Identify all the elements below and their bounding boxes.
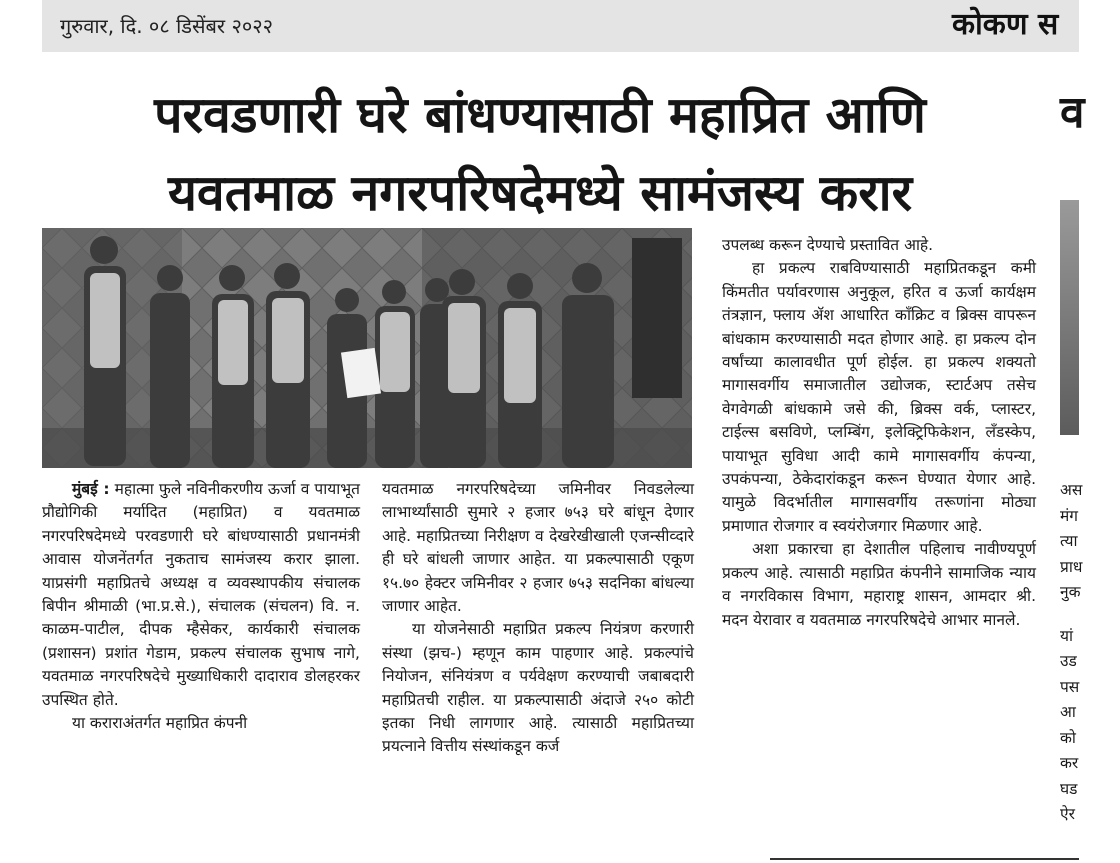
paragraph: या कराराअंतर्गत महाप्रित कंपनी [72,714,248,733]
text-fragment: को [1060,728,1076,747]
paragraph [42,478,360,712]
text-fragment: पस [1060,677,1080,696]
text-fragment: त्या [1060,532,1078,550]
article-column-3 [722,234,1036,632]
paragraph: यवतमाळ नगरपरिषदेच्या जमिनीवर निवडलेल्या लाभार्थ्यांसाठी सुमारे २ हजार ७५३ घरे बांधून देणार आहे. महाप्रितच्या निरीक्षण व देखरेखीखाली एजन्सीव्दारे ही घरे बांधली जाणार आहेत. या प्रकल्पासाठी एकूण १५.७० हेक्टर जमिनीवर २ हजार ७५३ सदनिका बांधल्या जाणार आहेत. [382,480,694,616]
spacer [1060,606,1120,624]
next-article-column-fragment [1060,478,1120,828]
next-article-photo-fragment [1060,200,1079,435]
paragraph-text: महात्मा फुले नविनीकरणीय ऊर्जा व पायाभूत प्रौद्योगिकी मर्यादित (महाप्रित) व यवतमाळ नगरपरिषदेमध्ये परवडणारी घरे बांधण्यासाठी प्रधानमंत्री आवास योजनेंतर्गत नुकताच सामंजस्य करार झाला. याप्रसंगी महाप्रितचे अध्यक्ष व व्यवस्थापकीय संचालक बिपीन श्रीमाळी (भा.प्र.से.), संचालक (संचलन) वि. न. काळम-पाटील, दीपक म्हैसेकर, कार्यकारी संचालक (प्रशासन) प्रशांत गेडाम, प्रकल्प संचालक सुभाष नागे, यवतमाळ नगरपरिषदेचे मुख्याधिकारी दादाराव डोलहरकर उपस्थित होते. [42,480,360,709]
article-photo [42,228,692,468]
headline-line-2: यवतमाळ नगरपरिषदेमध्ये सामंजस्य करार [167,164,913,222]
newspaper-masthead: कोकण स [952,7,1059,42]
text-fragment: अस [1060,481,1083,499]
column-divider-rule [770,858,1079,860]
dateline: मुंबई : [72,480,110,498]
text-fragment: कर [1060,754,1079,772]
paragraph: अशा प्रकारचा हा देशातील पहिलाच नावीण्यपूर्ण प्रकल्प आहे. त्यासाठी महाप्रित कंपनीने सामाजिक न्याय व नगरविकास विभाग, महाराष्ट्र शासन, आमदार श्री. मदन येरावार व यवतमाळ नगरपरिषदेचे आभार मानले. [722,540,1036,629]
text-fragment: प्राध [1060,557,1083,576]
group-photo-illustration [42,228,692,468]
article-column-2 [382,478,694,759]
text-fragment: ऐर [1060,805,1075,823]
text-fragment: यां [1060,626,1074,645]
issue-date: गुरुवार, दि. ०८ डिसेंबर २०२२ [60,14,274,38]
headline-line-1: परवडणारी घरे बांधण्यासाठी महाप्रित आणि [154,86,926,144]
article-headline [50,76,1030,232]
text-fragment: उड [1060,652,1077,670]
text-fragment: नुक [1060,583,1081,601]
paragraph: या योजनेसाठी महाप्रित प्रकल्प नियंत्रण करणारी संस्था (झच-) म्हणून काम पाहणार आहे. प्रकल्पांचे नियोजन, संनियंत्रण व पर्यवेक्षण करण्याची जबाबदारी महाप्रितची राहील. या प्रकल्पासाठी अंदाजे २५० कोटी इतका निधी लागणार आहे. त्यासाठी महाप्रितच्या प्रयत्नाने वित्तीय संस्थांकडून कर्ज [382,620,694,756]
text-fragment: मंग [1060,506,1078,525]
text-fragment: घड [1060,779,1078,798]
article-column-1 [42,478,360,735]
text-fragment: आ [1060,703,1076,721]
paragraph: हा प्रकल्प राबविण्यासाठी महाप्रितकडून कमी किंमतीत पर्यावरणास अनुकूल, हरित व ऊर्जा कार्यक्षम तंत्रज्ञान, फ्लाय ॲश आधारित काँक्रिट व ब्रिक्स वापरून बांधकाम करण्यासाठी मदत होणार आहे. हा प्रकल्प दोन वर्षांच्या कालावधीत पूर्ण होईल. हा प्रकल्प शक्यतो मागासवर्गीय समाजातील उद्योजक, स्टार्टअप तसेच वेगवेगळी बांधकामे जसे की, ब्रिक्स वर्क, प्लास्टर, टाईल्स बसविणे, प्लम्बिंग, इलेक्ट्रिफिकेशन, लॅंडस्केप, पायाभूत सुविधा आदी कामे मागासवर्गीय कंपन्या, उपकंपन्या, ठेकेदारांकडून करून घेण्यात येणार आहे. यामुळे विदर्भातील मागासवर्गीय तरूणांना मोठ्या प्रमाणात रोजगार व स्वयंरोजगार मिळणार आहे. [722,259,1036,535]
paragraph: उपलब्ध करून देण्याचे प्रस्तावित आहे. [722,236,934,254]
next-article-headline-fragment: व [1060,87,1085,138]
